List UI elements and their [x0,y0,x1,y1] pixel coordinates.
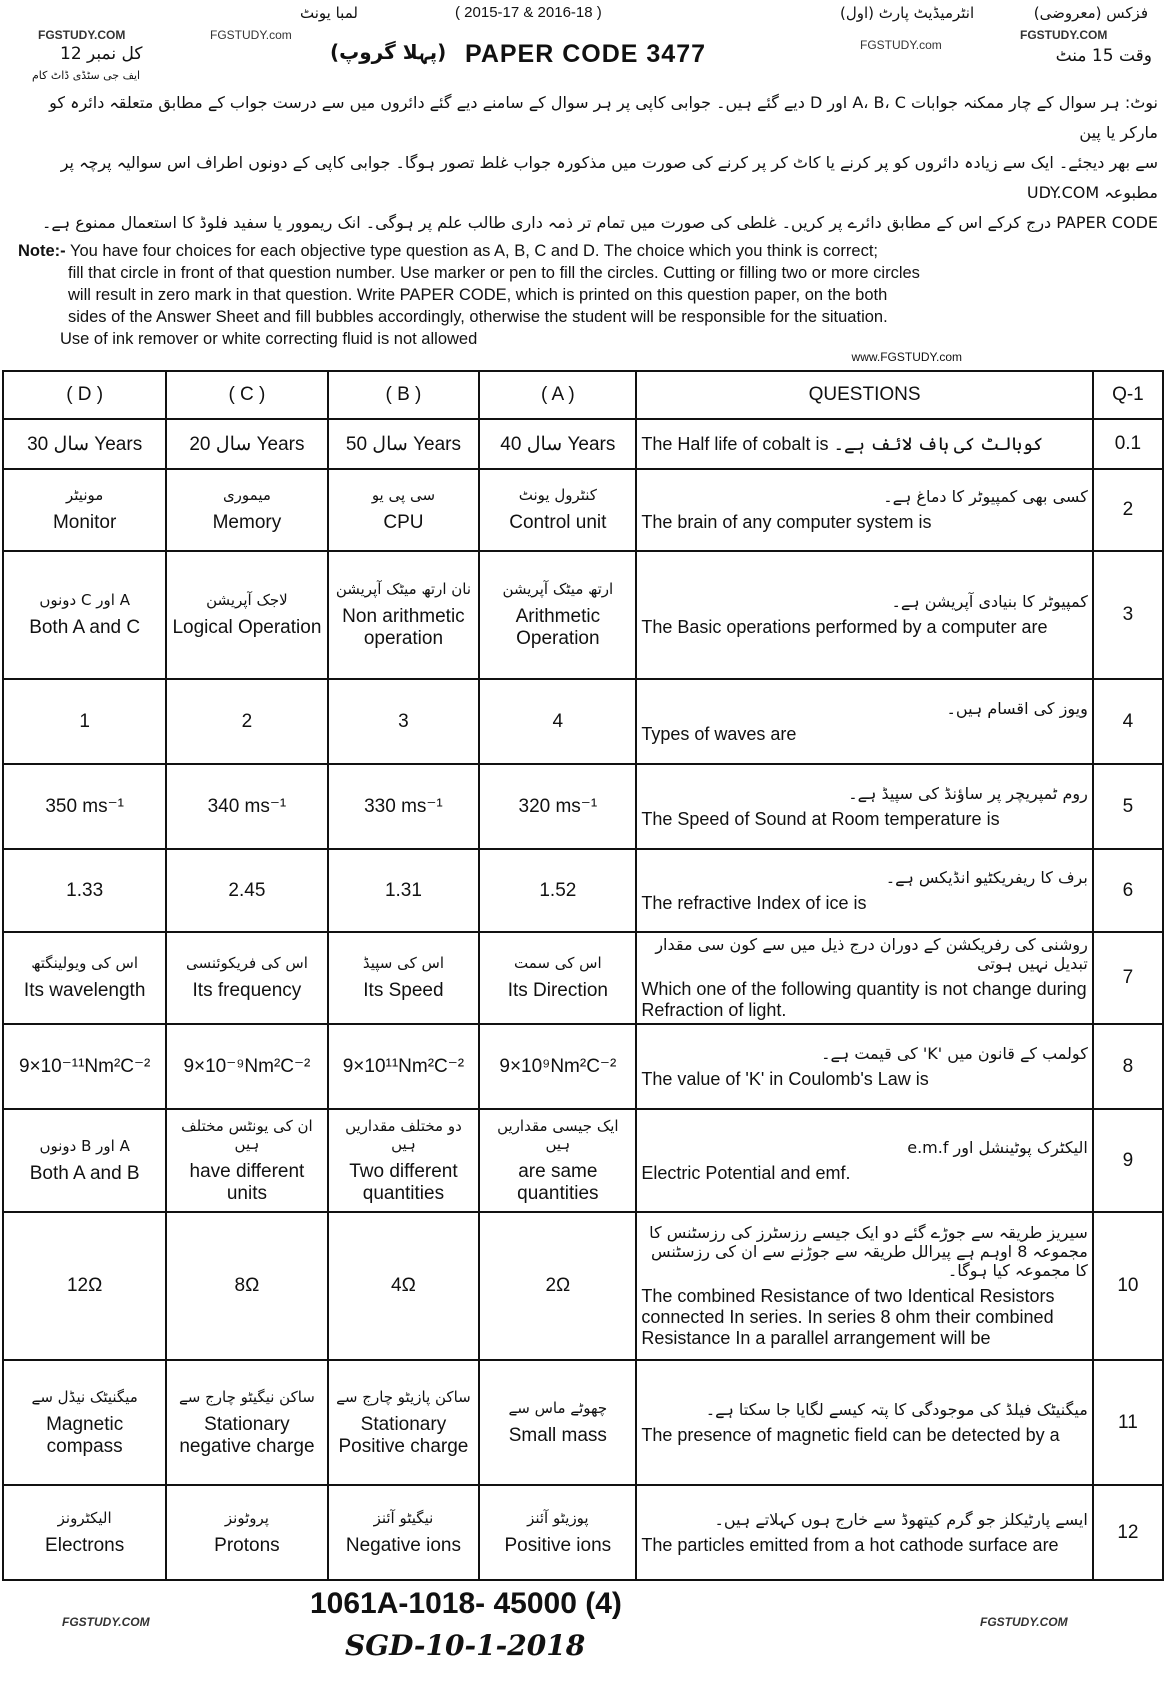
option-b [328,764,480,849]
english-note [0,238,1168,364]
question-urdu: الیکٹرک پوٹینشل اور e.m.f [907,1137,1088,1157]
question-number: 10 [1093,1212,1163,1360]
option-text: 320 ms⁻¹ [518,796,598,817]
option-d [3,1109,166,1212]
table-row [3,849,1163,932]
option-urdu: اس کی سپیڈ [362,954,444,972]
class-label: انٹرمیڈیٹ پارٹ (اول) [840,4,975,22]
question-text: The Basic operations performed by a computer are [641,617,1048,637]
urdu-instruction-3: PAPER CODE درج کرکے اس کے مطابق دائرے پر کریں۔ غلطی کی صورت میں تمام تر ذمہ داری طالب علم پر ہوگی۔ انک ریموور یا سفید فلوڈ کا استعمال ممنوع ہے۔ [41,213,1158,232]
time-allowed: وقت 15 منٹ [1055,46,1152,66]
option-b [328,419,480,469]
option-d [3,1485,166,1580]
option-c [166,764,327,849]
table-row [3,419,1163,469]
header-c: ( C ) [166,371,327,419]
option-c [166,932,327,1024]
option-b [328,1485,480,1580]
option-text: Two different quantities [349,1160,458,1204]
table-row [3,1485,1163,1580]
question-number: 7 [1093,932,1163,1024]
question-urdu: میگنیٹک فیلڈ کی موجودگی کا پتہ کیسے لگایا جا سکتا ہے۔ [705,1399,1088,1419]
note-line: sides of the Answer Sheet and fill bubbles accordingly, otherwise the student will be responsible for the situation. [68,308,888,326]
option-text: سال 30 Years [27,433,143,455]
option-text: Electrons [45,1534,125,1556]
option-text: 4 [552,710,564,732]
note-line: Use of ink remover or white correcting fluid is not allowed [60,330,478,348]
option-text: Its wavelength [23,980,146,1001]
option-urdu: اس کی سمت [514,954,602,972]
option-d [3,469,166,551]
option-text: 2 [241,710,253,732]
option-text: Control unit [509,512,607,533]
question-text: The presence of magnetic field can be detected by a [641,1424,1060,1445]
option-a [479,932,636,1024]
option-urdu: A اور C دونوں [39,591,130,609]
question-number: 5 [1093,764,1163,849]
question-cell [636,932,1092,1024]
option-d [3,932,166,1024]
option-text: 350 ms⁻¹ [45,796,124,817]
urdu-instruction-1: نوٹ: ہر سوال کے چار ممکنہ جوابات A، B، C اور D دیے گئے ہیں۔ جوابی کاپی پر ہر سوال کے سامنے دیے گئے دائروں میں سے درست جواب کے مطابق متعلقہ دائرہ کو مارکر یا پین [49,93,1158,142]
header-qno: Q-1 [1093,371,1163,419]
questions-table [2,370,1164,1581]
table-row [3,469,1163,551]
option-text: Stationary negative charge [179,1413,315,1457]
option-d [3,849,166,932]
option-text: 9×10⁻¹¹Nm²C⁻² [18,1056,151,1077]
question-number: 8 [1093,1024,1163,1109]
option-text: سال 50 Years [345,433,461,455]
option-c [166,1212,327,1360]
option-text: 9×10⁻⁹Nm²C⁻² [183,1056,311,1077]
question-urdu: روشنی کی رفریکشن کے دوران درج ذیل میں سے کون سی مقدار تبدیل نہیں ہوتی [655,935,1088,973]
option-a [479,1212,636,1360]
option-c [166,1485,327,1580]
option-a [479,1485,636,1580]
option-text: Stationary Positive charge [338,1413,469,1457]
option-urdu: پوزیٹو آئنز [527,1508,589,1527]
question-text: The refractive Index of ice is [641,892,867,913]
question-text: The Speed of Sound at Room temperature is [641,808,1000,829]
watermark: FGSTUDY.COM [1020,28,1108,42]
watermark-urdu: ایف جی سٹڈی ڈاٹ کام [32,69,141,82]
option-a [479,469,636,551]
option-urdu: چھوٹے ماس سے [508,1398,608,1417]
option-text: سال 20 Years [189,433,305,455]
question-number: 11 [1093,1360,1163,1485]
table-row [3,932,1163,1024]
option-text: Non arithmetic operation [342,606,465,649]
option-b [328,679,480,764]
question-urdu: کولمب کے قانون میں 'K' کی قیمت ہے۔ [821,1043,1088,1063]
header-d: ( D ) [3,371,166,419]
option-text: Both A and B [29,1162,140,1184]
option-text: Small mass [508,1424,607,1446]
option-text: 3 [398,710,409,732]
question-urdu: ایسے پارٹیکلز جو گرم کیتھوڈ سے خارج ہوں کہلاتے ہیں۔ [714,1509,1088,1529]
question-cell [636,679,1092,764]
question-number: 9 [1093,1109,1163,1212]
option-text: 12Ω [66,1275,103,1296]
question-cell [636,1360,1092,1485]
option-urdu: الیکٹرونز [57,1508,112,1527]
option-c [166,849,327,932]
question-number: 0.1 [1093,419,1163,469]
question-cell [636,469,1092,551]
option-text: 8Ω [234,1275,260,1296]
session-years: ( 2015-17 & 2016-18 ) [455,4,602,21]
option-urdu: نان ارتھ میٹک آپریشن [335,580,472,598]
option-d [3,1360,166,1485]
option-text: 1 [79,710,90,732]
table-row [3,1109,1163,1212]
option-c [166,1109,327,1212]
option-text: 1.31 [384,879,422,901]
total-marks: کل نمبر 12 [60,44,143,64]
question-text: The particles emitted from a hot cathode surface are [641,1534,1059,1555]
option-urdu: سی پی یو [371,486,436,504]
table-row [3,679,1163,764]
option-c [166,1024,327,1109]
question-urdu: کمپیوٹر کا بنیادی آپریشن ہے۔ [891,592,1088,611]
option-urdu: کنٹرول یونٹ [518,486,597,504]
option-urdu: پروٹونز [224,1508,269,1527]
note-line: will result in zero mark in that question. Write PAPER CODE, which is printed on this question paper, on the both [68,286,888,304]
question-urdu: کسی بھی کمپیوٹر کا دماغ ہے۔ [883,487,1088,506]
header-b: ( B ) [328,371,480,419]
table-row [3,551,1163,679]
option-text: Protons [214,1534,280,1556]
watermark: FGSTUDY.com [860,38,942,52]
handwritten-date: SGD-10-1-2018 [345,1629,586,1662]
option-text: 9×10¹¹Nm²C⁻² [342,1056,465,1077]
question-text: The Half life of cobalt is کوبالٹ کی ہاف لائف ہے۔ [641,433,1044,454]
footer [0,1581,1168,1691]
subject-label: فزکس (معروضی) [1033,4,1148,22]
option-urdu: اس کی ویولینگتھ [31,954,139,972]
option-urdu: A اور B دونوں [39,1136,130,1155]
question-number: 4 [1093,679,1163,764]
watermark: FGSTUDY.com [210,28,292,42]
option-d [3,764,166,849]
note-url: www.FGSTUDY.com [851,350,962,364]
option-text: Memory [212,512,282,533]
table-row [3,1212,1163,1360]
table-row [3,1360,1163,1485]
option-c [166,551,327,679]
option-text: Positive ions [504,1534,612,1556]
option-text: 1.33 [66,879,104,901]
option-a [479,1360,636,1485]
question-cell [636,1024,1092,1109]
option-c [166,469,327,551]
option-d [3,419,166,469]
option-text: Both A and C [29,617,141,638]
table-header-row [3,371,1163,419]
option-text: سال 40 Years [500,433,616,455]
option-b [328,932,480,1024]
option-b [328,469,480,551]
option-urdu: ایک جیسی مقداریں ہیں [497,1116,619,1153]
question-urdu: ویوز کی اقسام ہیں۔ [946,698,1088,718]
question-urdu: سیریز طریقہ سے جوڑے گئے دو ایک جیسے رزسٹرز کی رزسٹنس کا مجموعہ 8 اوہم ہے پیرالل طریقہ سے جوڑنے سے ان کی رزسٹنس کا مجموعہ کیا ہوگا۔ [649,1223,1088,1280]
question-number: 6 [1093,849,1163,932]
question-cell [636,1212,1092,1360]
question-text: Electric Potential and emf. [641,1162,851,1183]
option-c [166,419,327,469]
option-b [328,1024,480,1109]
question-text: The brain of any computer system is [641,512,932,532]
option-text: Monitor [52,512,117,533]
option-b [328,1360,480,1485]
paper-code: PAPER CODE 3477 [465,40,707,68]
option-d [3,679,166,764]
question-cell [636,419,1092,469]
option-text: 2Ω [545,1275,571,1296]
footer-watermark-right: FGSTUDY.COM [980,1615,1068,1629]
question-text: Which one of the following quantity is not change during Refraction of light. [641,979,1087,1020]
footer-code: 1061A-1018- 45000 (4) [310,1587,622,1620]
option-urdu: میموری [222,486,271,504]
question-text: The combined Resistance of two Identical Resistors connected In series. In series 8 ohm their combined Resistance In a parallel arrangement will be [641,1286,1055,1348]
option-text: are same quantities [517,1160,599,1204]
option-c [166,679,327,764]
option-text: 330 ms⁻¹ [364,796,443,817]
option-a [479,679,636,764]
table-row [3,1024,1163,1109]
group-label: (پہلا گروپ) [330,40,447,64]
question-cell [636,551,1092,679]
question-cell [636,849,1092,932]
header-a: ( A ) [479,371,636,419]
watermark: FGSTUDY.COM [38,28,126,42]
option-text: Magnetic compass [46,1413,124,1457]
option-text: Its Direction [507,980,608,1001]
question-number: 12 [1093,1485,1163,1580]
option-text: 2.45 [228,879,266,901]
question-number: 3 [1093,551,1163,679]
option-text: have different units [189,1160,305,1204]
option-text: Its frequency [192,980,302,1001]
option-text: Logical Operation [172,617,322,638]
option-a [479,1024,636,1109]
header-questions: QUESTIONS [636,371,1092,419]
question-cell [636,764,1092,849]
option-d [3,551,166,679]
option-b [328,1212,480,1360]
option-text: 4Ω [391,1275,416,1296]
question-urdu: روم ٹمپریچر پر ساؤنڈ کی سپیڈ ہے۔ [848,783,1088,803]
option-urdu: اس کی فریکوئنسی [185,954,308,972]
option-urdu: ساکن پازیٹو چارج سے [336,1387,471,1406]
option-a [479,764,636,849]
question-text: The value of 'K' in Coulomb's Law is [641,1068,929,1089]
page-body [0,88,1168,1691]
table-row [3,764,1163,849]
question-text: Types of waves are [641,723,797,744]
option-a [479,419,636,469]
option-d [3,1212,166,1360]
question-number: 2 [1093,469,1163,551]
option-b [328,551,480,679]
question-cell [636,1485,1092,1580]
option-urdu: دو مختلف مقداریں ہیں [345,1116,462,1153]
option-text: 340 ms⁻¹ [207,796,287,817]
option-urdu: ان کی یونٹس مختلف ہیں [181,1116,313,1153]
option-b [328,849,480,932]
option-b [328,1109,480,1212]
option-urdu: ساکن نیگیٹو چارج سے [178,1387,315,1406]
option-urdu: ارتھ میٹک آپریشن [502,580,614,598]
option-text: 9×10⁹Nm²C⁻² [499,1056,617,1077]
option-urdu: مونیٹر [66,486,104,504]
option-urdu: نیگیٹو آئنز [373,1508,434,1527]
option-a [479,551,636,679]
option-urdu: میگنیٹک نیڈل سے [31,1387,138,1406]
note-line: You have four choices for each objective type question as A, B, C and D. The choice which you think is correct; [69,242,878,260]
note-label: Note:- [18,242,66,260]
option-text: CPU [383,512,424,533]
option-a [479,849,636,932]
option-text: Negative ions [345,1534,461,1556]
option-urdu: لاجک آپریشن [206,591,288,609]
option-d [3,1024,166,1109]
option-text: 1.52 [539,879,577,901]
footer-watermark-left: FGSTUDY.COM [62,1615,150,1629]
option-text: Arithmetic Operation [515,606,601,649]
question-urdu: برف کا ریفریکٹیو انڈیکس ہے۔ [885,867,1088,887]
header-left-urdu: لمبا یونٹ [300,4,358,22]
option-c [166,1360,327,1485]
question-cell [636,1109,1092,1212]
option-text: Its Speed [363,980,444,1001]
option-a [479,1109,636,1212]
urdu-instruction-2: سے بھر دیجئے۔ ایک سے زیادہ دائروں کو پر کرنے یا کاٹ کر پر کرنے کی صورت میں مذکورہ جواب غلط تصور ہوگا۔ جوابی کاپی کے دونوں اطراف اس سوالیہ پرچہ پر مطبوعہ UDY.COM [60,153,1158,202]
note-line: fill that circle in front of that question number. Use marker or pen to fill the circles. Cutting or filling two or more circles [68,264,920,282]
